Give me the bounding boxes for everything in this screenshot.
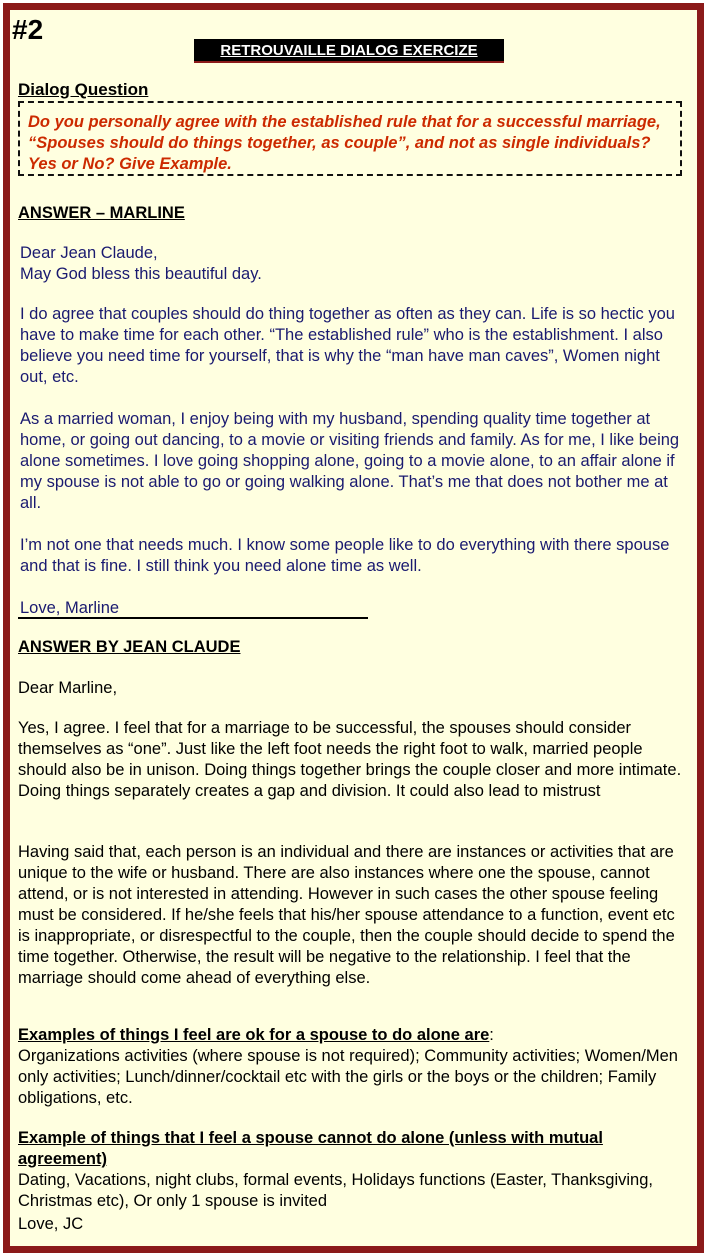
- section-divider: [18, 617, 368, 619]
- dialog-question-label: Dialog Question: [18, 80, 149, 99]
- ok-alone-colon: :: [489, 1026, 494, 1044]
- dialog-question-text: Do you personally agree with the established rule that for a successful marriage, “Spouses should do things together, as couple”, and not as single individuals? Yes or No? Give Example.: [28, 113, 661, 173]
- marline-greeting-line-1: Dear Jean Claude,: [20, 244, 158, 262]
- jean-claude-paragraph-2: Having said that, each person is an individual and there are instances or activities that are unique to the wife or husband. There are also instances where one the spouse, cannot attend, or is not interested in attending. However in such cases the other spouse feeling must be considered. If he/she feels that his/her spouse attendance to a function, event etc is inappropriate, or disrespectful to the couple, then the couple should decide to spend the time together. Otherwise, the result will be negative to the relationship. I feel that the marriage should come ahead of everything else.: [18, 843, 675, 987]
- ok-alone-heading: Examples of things I feel are ok for a spouse to do alone are: [18, 1026, 490, 1044]
- marline-paragraph-1: I do agree that couples should do thing together as often as they can. Life is so hectic you have to make time for each other. “The established rule” who is the establishment. I also believe you need time for yourself, that is why the “man have man caves”, Women night out, etc.: [20, 305, 675, 386]
- page-number: #2: [12, 14, 44, 45]
- page-title: RETROUVAILLE DIALOG EXERCIZE: [194, 39, 504, 63]
- jean-claude-greeting: Dear Marline,: [18, 679, 118, 697]
- marline-greeting: [20, 243, 690, 285]
- ok-alone-list: Organizations activities (where spouse is not required); Community activities; Women/Men only activities; Lunch/dinner/cocktail etc with the girls or the boys or the children; Family obligations, etc.: [18, 1047, 678, 1107]
- marline-greeting-line-2: May God bless this beautiful day.: [20, 265, 262, 283]
- not-alone-list: Dating, Vacations, night clubs, formal events, Holidays functions (Easter, Thanksgiving, Christmas etc), Or only 1 spouse is invited: [18, 1171, 653, 1210]
- jean-claude-paragraph-1: Yes, I agree. I feel that for a marriage to be successful, the spouses should consider themselves as “one”. Just like the left foot needs the right foot to walk, married people should also be in unison. Doing things together brings the couple closer and more intimate. Doing things separately creates a gap and division. It could also lead to mistrust: [18, 719, 682, 800]
- marline-answer-heading: ANSWER – MARLINE: [18, 204, 185, 222]
- dialog-question-box: [18, 101, 682, 176]
- jean-claude-answer-heading: ANSWER BY JEAN CLAUDE: [18, 638, 241, 656]
- marline-paragraph-2: As a married woman, I enjoy being with my husband, spending quality time together at home, or going out dancing, to a movie or visiting friends and family. As for me, I like being alone sometimes. I love going shopping alone, going to a movie alone, to an affair alone if my spouse is not able to go or going walking alone. That’s me that does not bother me at all.: [20, 410, 680, 512]
- not-alone-heading: Example of things that I feel a spouse cannot do alone (unless with mutual agreement): [18, 1129, 603, 1168]
- not-alone-section: [18, 1128, 690, 1212]
- marline-signoff: Love, Marline: [20, 599, 120, 617]
- marline-paragraph-3: I’m not one that needs much. I know some people like to do everything with there spouse and that is fine. I still think you need alone time as well.: [20, 536, 670, 575]
- ok-alone-section: [18, 1025, 690, 1109]
- jean-claude-signoff: Love, JC: [18, 1215, 84, 1233]
